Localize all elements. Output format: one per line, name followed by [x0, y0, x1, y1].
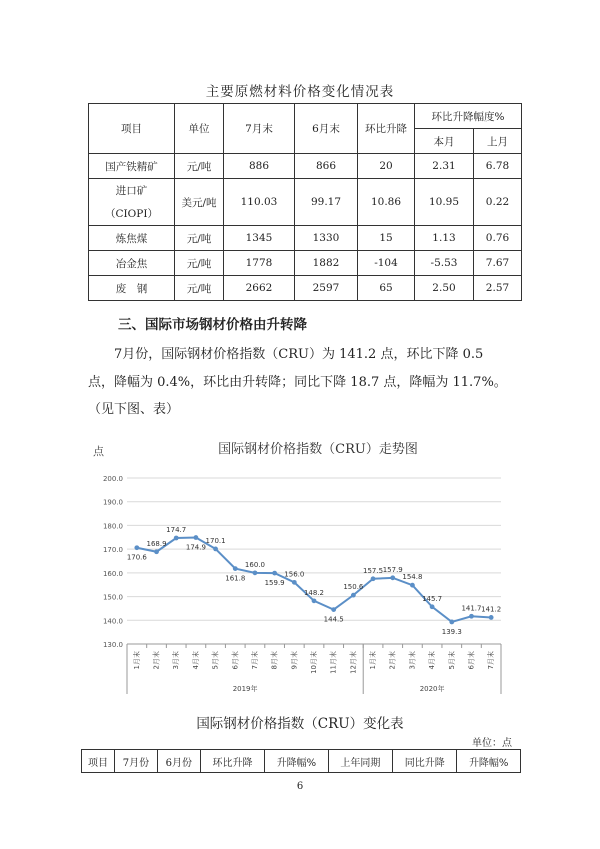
data-point	[213, 547, 218, 552]
data-label: 161.8	[225, 574, 246, 583]
data-point	[174, 536, 179, 541]
data-label: 148.2	[303, 588, 325, 597]
y-tick-label: 160.0	[102, 569, 123, 578]
x-tick-label: 11月末	[329, 651, 338, 674]
data-point	[430, 604, 435, 609]
x-tick-label: 5月末	[211, 651, 220, 670]
data-point	[292, 580, 297, 585]
table-cell-jun: 866	[295, 154, 358, 179]
x-tick-label: 4月末	[428, 651, 437, 670]
t2-col-header: 升降幅%	[457, 750, 521, 773]
paragraph-line: 点，降幅为 0.4%，环比由升转降；同比下降 18.7 点，降幅为 11.7%。	[88, 374, 507, 390]
col-header-last-month: 上月	[474, 129, 522, 154]
table-cell-last: 2.57	[474, 276, 522, 301]
col-header-jul-end: 7月末	[224, 104, 295, 154]
t2-col-header: 7月份	[114, 750, 157, 773]
table-cell-item	[89, 179, 175, 226]
table-row	[89, 251, 522, 276]
data-point	[449, 620, 454, 625]
table-cell-item: 国产铁精矿	[89, 154, 175, 179]
x-tick-label: 9月末	[290, 651, 299, 670]
chart-title: 国际钢材价格指数（CRU）走势图	[218, 442, 418, 457]
table-cell-chg: 15	[358, 226, 415, 251]
table-row	[89, 226, 522, 251]
raw-material-price-table	[88, 103, 522, 301]
data-label: 168.9	[146, 539, 167, 548]
paragraph-line: 7月份，国际钢材价格指数（CRU）为 141.2 点，环比下降 0.5	[114, 347, 484, 362]
x-tick-label: 6月末	[467, 651, 476, 670]
x-tick-label: 10月末	[310, 651, 318, 674]
table-cell-jul: 1778	[224, 251, 295, 276]
table-cell-item: 冶金焦	[89, 251, 175, 276]
table-cell-jul: 110.03	[224, 179, 295, 226]
data-label: 150.6	[343, 583, 364, 592]
data-point	[272, 571, 277, 576]
y-tick-label: 190.0	[102, 498, 123, 507]
x-tick-label: 2月末	[152, 651, 161, 670]
table-cell-jun: 1330	[295, 226, 358, 251]
data-point	[371, 576, 376, 581]
table-cell-jun: 1882	[295, 251, 358, 276]
table-cell-this: 1.13	[415, 226, 474, 251]
data-point	[233, 566, 238, 571]
y-tick-label: 180.0	[102, 522, 123, 531]
x-tick-label: 5月末	[447, 651, 456, 670]
data-label: 170.6	[126, 553, 147, 562]
table-cell-jun: 2597	[295, 276, 358, 301]
table-row	[89, 179, 522, 226]
data-label: 141.2	[481, 605, 502, 614]
table-cell-item-line1: 进口矿	[115, 185, 148, 197]
data-label: 159.9	[264, 579, 285, 588]
t2-col-header: 6月份	[157, 750, 200, 773]
x-tick-label: 7月末	[250, 651, 259, 670]
x-tick-label: 2月末	[388, 651, 397, 670]
table-cell-chg: 20	[358, 154, 415, 179]
table-cell-jul: 1345	[224, 226, 295, 251]
data-point	[351, 593, 356, 598]
table-cell-last: 6.78	[474, 154, 522, 179]
y-tick-label: 150.0	[102, 593, 123, 602]
table-cell-item-line2: （CIOPI）	[104, 208, 158, 220]
table-cell-unit: 美元/吨	[175, 179, 224, 226]
data-label: 139.3	[441, 627, 462, 636]
col-header-jun-end: 6月末	[295, 104, 358, 154]
table-cell-jul: 2662	[224, 276, 295, 301]
col-header-mom-change: 环比升降	[358, 104, 415, 154]
data-label: 144.5	[323, 615, 344, 624]
data-label: 141.7	[461, 604, 482, 613]
data-label: 157.5	[363, 566, 384, 575]
table-cell-unit: 元/吨	[175, 251, 224, 276]
table-cell-last: 0.22	[474, 179, 522, 226]
table-cell-chg: -104	[358, 251, 415, 276]
data-label: 170.1	[205, 536, 226, 545]
data-point	[312, 598, 317, 603]
data-point	[410, 583, 415, 588]
y-tick-label: 200.0	[102, 475, 123, 483]
table-cell-last: 7.67	[474, 251, 522, 276]
body-paragraph	[88, 341, 528, 424]
data-point	[154, 549, 159, 554]
x-tick-label: 1月末	[132, 651, 141, 670]
table2-title: 国际钢材价格指数（CRU）变化表	[196, 716, 404, 732]
data-point	[134, 545, 139, 550]
t2-col-header: 上年同期	[328, 750, 392, 773]
x-tick-label: 8月末	[270, 651, 279, 670]
y-tick-label: 170.0	[102, 546, 123, 555]
x-tick-label: 4月末	[191, 651, 200, 670]
table-cell-unit: 元/吨	[175, 226, 224, 251]
chart-ylabel: 点	[93, 445, 104, 458]
col-header-mom-pct: 环比升降幅度%	[415, 104, 522, 129]
x-tick-label: 3月末	[408, 651, 417, 670]
x-tick-label: 1月末	[369, 651, 378, 670]
data-point	[331, 607, 336, 612]
table-cell-chg: 65	[358, 276, 415, 301]
col-header-this-month: 本月	[415, 129, 474, 154]
data-label: 160.0	[244, 560, 265, 569]
data-label: 157.9	[382, 565, 403, 574]
section-heading: 三、国际市场钢材价格由升转降	[118, 317, 307, 333]
data-label: 174.7	[166, 525, 187, 534]
table-cell-chg: 10.86	[358, 179, 415, 226]
data-label: 145.7	[422, 594, 443, 603]
data-point	[253, 570, 258, 575]
cru-index-change-table	[81, 749, 521, 773]
table-cell-this: 10.95	[415, 179, 474, 226]
data-point	[193, 535, 198, 540]
data-label: 154.8	[402, 573, 423, 582]
table-cell-item: 炼焦煤	[89, 226, 175, 251]
cru-index-line-chart	[83, 431, 513, 699]
table-cell-this: 2.31	[415, 154, 474, 179]
data-point	[390, 575, 395, 580]
x-group-label: 2019年	[232, 685, 258, 693]
x-group-label: 2020年	[419, 685, 445, 693]
t2-col-header: 升降幅%	[265, 750, 329, 773]
col-header-item: 项目	[89, 104, 175, 154]
t2-col-header: 环比升降	[200, 750, 264, 773]
x-tick-label: 7月末	[487, 651, 496, 670]
t2-col-header: 项目	[82, 750, 115, 773]
data-label: 156.0	[284, 570, 305, 579]
y-tick-label: 140.0	[102, 617, 123, 626]
x-tick-label: 12月末	[349, 651, 358, 674]
table-cell-unit: 元/吨	[175, 154, 224, 179]
x-tick-label: 6月末	[231, 651, 240, 670]
table2-unit: 单位：点	[472, 738, 512, 749]
table-cell-item: 废 钢	[89, 276, 175, 301]
x-tick-label: 3月末	[172, 651, 181, 670]
y-tick-label: 130.0	[102, 641, 123, 649]
table-cell-jul: 886	[224, 154, 295, 179]
col-header-unit: 单位	[175, 104, 224, 154]
table1-title: 主要原燃材料价格变化情况表	[205, 84, 395, 100]
table-row	[89, 276, 522, 301]
data-point	[469, 614, 474, 619]
table-cell-last: 0.76	[474, 226, 522, 251]
data-label: 174.9	[185, 543, 206, 552]
page-number: 6	[296, 781, 304, 792]
table-cell-unit: 元/吨	[175, 276, 224, 301]
data-point	[489, 615, 494, 620]
table-cell-this: 2.50	[415, 276, 474, 301]
table-cell-this: -5.53	[415, 251, 474, 276]
t2-col-header: 同比升降	[393, 750, 457, 773]
table-cell-jun: 99.17	[295, 179, 358, 226]
table-row	[89, 154, 522, 179]
paragraph-line: （见下图、表）	[88, 402, 180, 417]
